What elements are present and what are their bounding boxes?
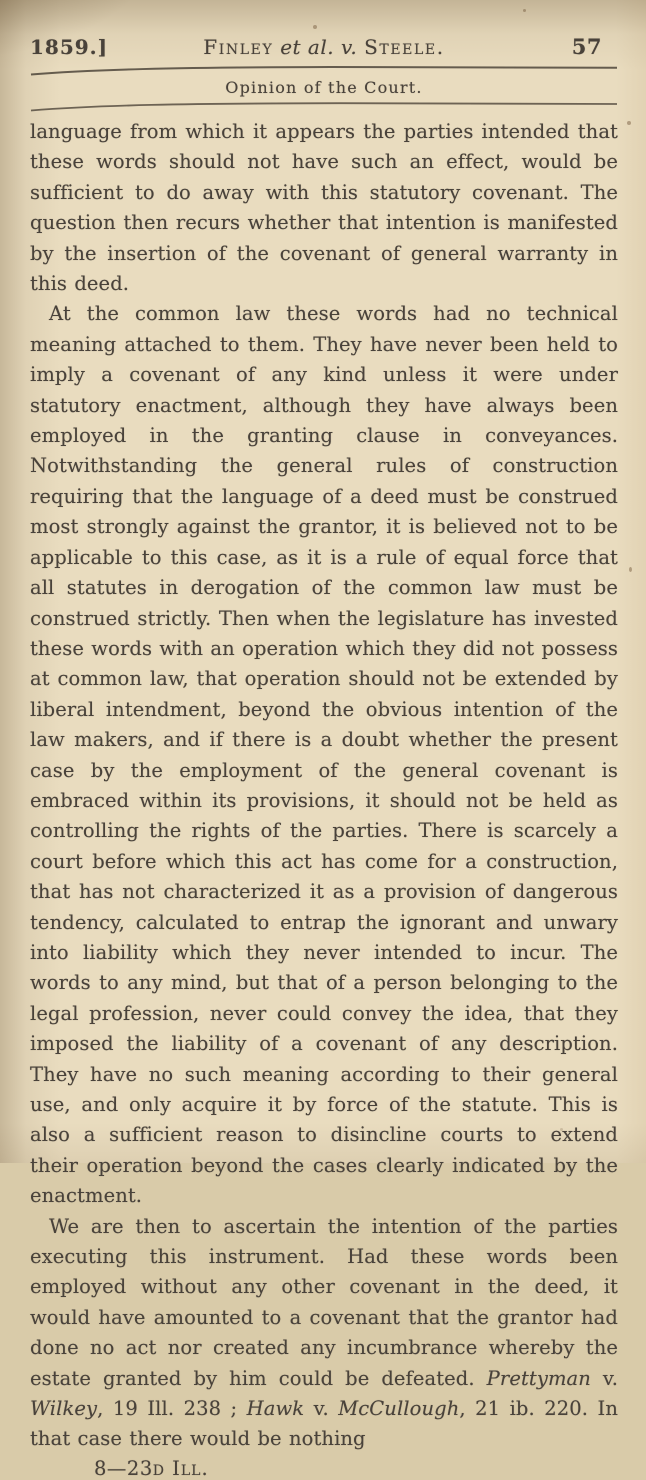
case-name-mccullough: McCullough [338,1397,460,1421]
paper-speck [313,25,317,29]
paper-speck [627,121,631,125]
paper-speck [410,465,413,468]
paper-speck [560,1128,563,1131]
section-heading: Opinion of the Court. [225,78,423,97]
case-name-hawk: Hawk [246,1397,305,1421]
citation-text: v. [590,1366,618,1390]
case-et-al: et al. [280,35,335,59]
paper-speck [523,9,526,12]
case-defendant: Steele. [364,35,445,59]
case-title [150,35,498,59]
paragraph: At the common law these words had no technical meaning attached to them. They have never been held to imply a covenant of any kind unless it were under statutory enactment, although they have always been employed in the granting clause in conveyances. Notwithstanding the general rules of construction requiring that the language of a deed must be construed most strongly against the grantor, it is believed not to be applicable to this case, as it is a rule of equal force that all statutes in derogation of the common law must be construed strictly. Then when the legislature has invested these words with an operation which they did not possess at common law, that operation should not be extended by liberal intendment, beyond the obvious intention of the law makers, and if there is a doubt whether the present case by the employment of the general covenant is embraced within its provisions, it should not be held as controlling the rights of the parties. There is scarcely a court before which this act has come for a construction, that has not characterized it as a provision of dangerous tendency, calculated to entrap the ignorant and unwary into liability which they never intended to incur. The words to any mind, but that of a person belonging to the legal profession, never could convey the idea, that they imposed the liability of a covenant of any description. They have no such meaning according to their general use, and only acquire it by force of the statute. This is also a sufficient reason to disincline courts to extend their operation beyond the cases clearly indicated by the enactment. [30,302,618,1208]
case-plaintiff: Finley [203,35,274,59]
citation-text: We are then to ascertain the intention of the parties executing this instrument. Had these words been employed without any other covenant in the deed, it would have amounted to a covenant that the grantor had done no act nor created any incumbrance whereby the estate granted by him could be defeated. [30,1214,618,1390]
case-versus: v. [340,35,358,59]
paper-speck [629,567,632,572]
year-marker: 1859.] [30,35,109,59]
running-head [30,34,618,59]
case-name-wilkey: Wilkey [30,1397,98,1421]
paragraph-with-citations [30,1212,618,1455]
page-number: 57 [571,34,602,59]
citation-text: v. [304,1397,339,1421]
volume-signature [30,1457,618,1480]
paragraph-continuation: language from which it appears the parties intended that these words should not have such an effect, would be sufficient to do away with this statutory covenant. The question then recurs whether that intention is manifested by the insertion of the covenant of general warranty in this deed. [30,120,618,296]
citation-reporter: , 19 Ill. 238 ; [97,1397,247,1421]
horizontal-rule [30,65,618,76]
citation-reporter: , 21 ib. 220. In that case there would be nothing [30,1397,618,1451]
horizontal-rule [30,101,618,112]
signature-volume: d Ill. [152,1456,209,1480]
opinion-body [30,117,618,1455]
signature-number: 8—23 [94,1456,153,1480]
case-name-prettyman: Prettyman [486,1366,591,1390]
